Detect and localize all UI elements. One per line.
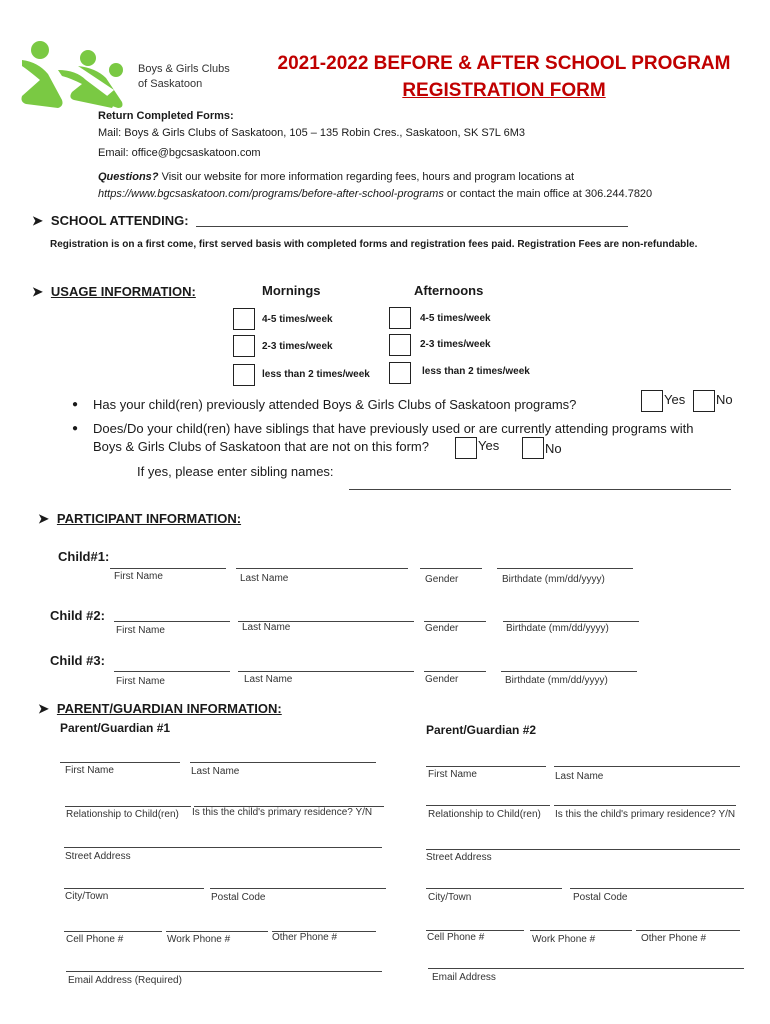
child1-first-name-label: First Name [114,571,163,582]
return-forms-mail: Mail: Boys & Girls Clubs of Saskatoon, 105 – 135 Robin Cres., Saskatoon, SK S7L 6M3 [98,127,525,139]
child2-first-name-input[interactable] [114,621,230,622]
school-input-line[interactable] [196,226,628,227]
q1-no-checkbox[interactable] [693,390,715,412]
afternoon-2-3-label: 2-3 times/week [420,339,491,350]
title-line1: 2021-2022 BEFORE & AFTER SCHOOL PROGRAM [277,53,731,74]
g2-street-label: Street Address [426,852,492,863]
g1-cell-input[interactable] [64,931,162,932]
q2-no-label: No [545,441,562,456]
g2-work-input[interactable] [530,930,632,931]
morning-less-2-checkbox[interactable] [233,364,255,386]
g2-city-label: City/Town [428,892,472,903]
morning-4-5-checkbox[interactable] [233,308,255,330]
g2-postal-label: Postal Code [573,892,628,903]
sibling-names-input[interactable] [349,489,731,490]
g2-residence-input[interactable] [554,805,736,806]
child2-gender-label: Gender [425,623,459,634]
page-title [262,50,746,104]
g1-email-input[interactable] [66,971,382,972]
afternoon-4-5-label: 4-5 times/week [420,313,491,324]
g1-postal-input[interactable] [210,888,386,889]
arrow-icon: ➤ [38,511,49,526]
questions-text: Visit our website for more information regarding fees, hours and program locations at [158,171,575,183]
child1-last-name-label: Last Name [240,573,289,584]
child1-gender-label: Gender [425,574,459,585]
g2-cell-label: Cell Phone # [427,932,485,943]
morning-less-2-label: less than 2 times/week [262,369,370,380]
return-forms-heading: Return Completed Forms: [98,110,234,122]
g1-email-label: Email Address (Required) [68,975,182,986]
g2-street-input[interactable] [426,849,740,850]
child3-last-name-label: Last Name [244,674,293,685]
child2-birthdate-input[interactable] [503,621,639,622]
child2-first-name-label: First Name [116,625,165,636]
afternoon-less-2-checkbox[interactable] [389,362,411,384]
child3-gender-label: Gender [425,674,459,685]
g1-city-label: City/Town [65,891,109,902]
child2-gender-input[interactable] [424,621,486,622]
morning-2-3-checkbox[interactable] [233,335,255,357]
website-line [98,186,758,203]
child3-birthdate-input[interactable] [501,671,637,672]
guardian2-heading: Parent/Guardian #2 [426,723,537,737]
contact-text: or contact the main office at 306.244.7820 [443,188,653,200]
g1-street-input[interactable] [64,847,382,848]
child2-label: Child #2: [50,608,105,623]
participant-section [38,510,241,528]
org-name-line1: Boys & Girls Clubs [138,63,230,75]
q2-yes-label: Yes [478,438,500,453]
q1-no-label: No [716,392,733,407]
child1-birthdate-label: Birthdate (mm/dd/yyyy) [502,574,605,585]
g1-residence-label: Is this the child's primary residence? Y/N [192,807,373,818]
usage-section [32,283,196,301]
bullet-icon: ● [72,399,79,410]
child1-gender-input[interactable] [420,568,482,569]
arrow-icon: ➤ [38,701,49,716]
afternoon-4-5-checkbox[interactable] [389,307,411,329]
g2-first-name-input[interactable] [426,766,546,767]
g1-city-input[interactable] [64,888,204,889]
child3-gender-input[interactable] [424,671,486,672]
g2-other-input[interactable] [636,930,740,931]
g2-last-name-label: Last Name [555,771,604,782]
g1-relationship-input[interactable] [65,806,191,807]
g1-relationship-label: Relationship to Child(ren) [66,809,179,820]
g1-work-input[interactable] [166,931,268,932]
afternoons-header: Afternoons [414,283,484,298]
g1-last-name-input[interactable] [190,762,376,763]
child2-last-name-label: Last Name [242,622,291,633]
question-siblings-line1: Does/Do your child(ren) have siblings that have previously used or are currently attending programs with [93,421,694,436]
g2-postal-input[interactable] [570,888,744,889]
g2-first-name-label: First Name [428,769,477,780]
school-label: SCHOOL ATTENDING: [50,213,189,228]
org-name-line2: of Saskatoon [138,78,203,90]
school-note: Registration is on a first come, first served basis with completed forms and registration fees paid. Registration Fees are non-refundable. [50,239,698,250]
school-section [32,212,189,230]
g2-work-label: Work Phone # [532,934,596,945]
q2-no-checkbox[interactable] [522,437,544,459]
mornings-header: Mornings [262,283,321,298]
question-siblings-line2: Boys & Girls Clubs of Saskatoon that are not on this form? [93,439,429,454]
afternoon-2-3-checkbox[interactable] [389,334,411,356]
child3-last-name-input[interactable] [238,671,414,672]
g1-work-label: Work Phone # [167,934,231,945]
bullet-icon: ● [72,423,79,434]
child1-birthdate-input[interactable] [497,568,633,569]
child3-label: Child #3: [50,653,105,668]
morning-4-5-label: 4-5 times/week [262,314,333,325]
guardian1-heading: Parent/Guardian #1 [60,721,171,735]
child1-first-name-input[interactable] [110,568,226,569]
q2-yes-checkbox[interactable] [455,437,477,459]
logo-figures-icon [18,40,130,112]
afternoon-less-2-label: less than 2 times/week [422,366,530,377]
g2-cell-input[interactable] [426,930,524,931]
return-forms-email: Email: office@bgcsaskatoon.com [98,147,261,159]
g1-postal-label: Postal Code [211,892,266,903]
q1-yes-checkbox[interactable] [641,390,663,412]
title-line2: REGISTRATION FORM [402,80,606,101]
g1-street-label: Street Address [65,851,131,862]
questions-line [98,169,758,186]
participant-label: PARTICIPANT INFORMATION: [56,511,242,526]
child1-label: Child#1: [58,549,110,564]
questions-label: Questions? [98,171,159,183]
sibling-names-label: If yes, please enter sibling names: [137,464,334,479]
g2-other-label: Other Phone # [641,933,707,944]
g2-residence-label: Is this the child's primary residence? Y/N [555,809,736,820]
child3-birthdate-label: Birthdate (mm/dd/yyyy) [505,675,608,686]
parent-section [38,700,282,718]
g2-city-input[interactable] [426,888,562,889]
morning-2-3-label: 2-3 times/week [262,341,333,352]
g1-first-name-input[interactable] [60,762,180,763]
website-link[interactable]: https://www.bgcsaskatoon.com/programs/before-after-school-programs [98,188,444,200]
child1-last-name-input[interactable] [236,568,408,569]
child3-first-name-input[interactable] [114,671,230,672]
g1-last-name-label: Last Name [191,766,240,777]
g2-relationship-label: Relationship to Child(ren) [428,809,541,820]
child3-first-name-label: First Name [116,676,165,687]
parent-label: PARENT/GUARDIAN INFORMATION: [56,701,282,716]
g2-last-name-input[interactable] [554,766,740,767]
g1-other-label: Other Phone # [272,932,338,943]
usage-label: USAGE INFORMATION: [50,284,196,299]
g2-relationship-input[interactable] [426,805,550,806]
g1-first-name-label: First Name [65,765,114,776]
org-logo [18,40,130,112]
arrow-icon: ➤ [32,284,43,299]
g2-email-label: Email Address [432,972,496,983]
q1-yes-label: Yes [664,392,686,407]
g1-cell-label: Cell Phone # [66,934,124,945]
child2-birthdate-label: Birthdate (mm/dd/yyyy) [506,623,609,634]
arrow-icon: ➤ [32,213,43,228]
g2-email-input[interactable] [428,968,744,969]
question-previous-attendance: Has your child(ren) previously attended Boys & Girls Clubs of Saskatoon programs? [93,397,577,412]
